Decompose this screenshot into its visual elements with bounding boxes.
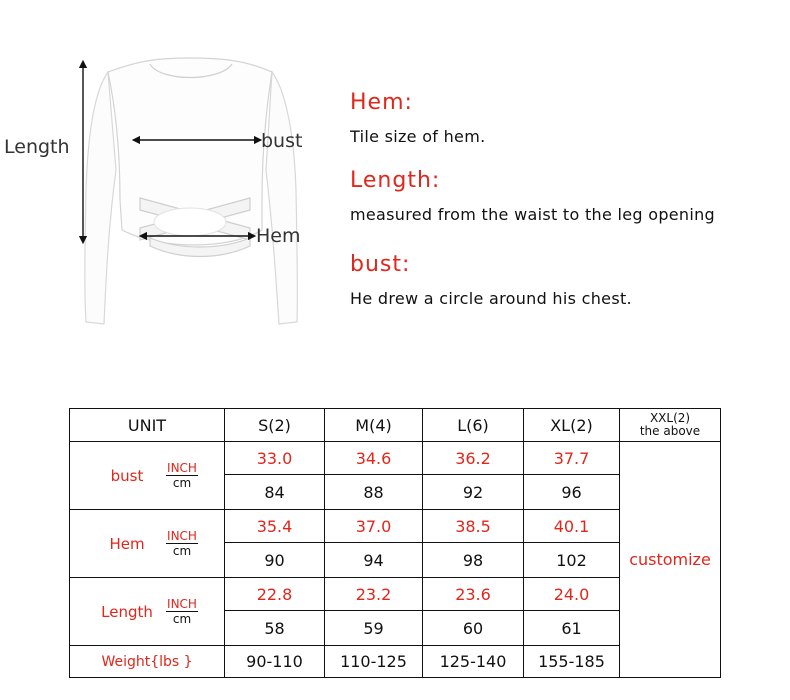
size-chart-table: [69, 408, 721, 678]
measure-label: Hem: [109, 534, 145, 553]
measure-label-cell: [70, 578, 225, 646]
measure-label-cell: [70, 510, 225, 578]
inch-value: 22.8: [225, 578, 325, 611]
weight-value: 110-125: [325, 646, 423, 678]
size-header: L(6): [423, 409, 524, 442]
inch-value: 24.0: [524, 578, 620, 611]
inch-value: 33.0: [225, 442, 325, 475]
inch-value: 23.6: [423, 578, 524, 611]
def-length-text: measured from the waist to the leg opening: [350, 205, 716, 224]
inch-value: 34.6: [325, 442, 423, 475]
size-header: S(2): [225, 409, 325, 442]
right-sleeve: [266, 72, 297, 324]
unit-cm: cm: [172, 475, 192, 490]
unit-header: UNIT: [70, 409, 225, 442]
size-header: M(4): [325, 409, 423, 442]
unit-fraction: [166, 462, 198, 490]
cm-value: 88: [325, 475, 423, 510]
cm-value: 90: [225, 543, 325, 578]
extra-size-header: [620, 409, 721, 442]
cm-value: 84: [225, 475, 325, 510]
inch-value: 36.2: [423, 442, 524, 475]
cm-value: 58: [225, 611, 325, 646]
unit-inch: INCH: [167, 596, 197, 611]
unit-inch: INCH: [167, 528, 197, 543]
inch-value: 35.4: [225, 510, 325, 543]
inch-value: 23.2: [325, 578, 423, 611]
hem-label: Hem: [256, 225, 301, 247]
weight-value: 90-110: [225, 646, 325, 678]
cm-value: 96: [524, 475, 620, 510]
crop-top-illustration: [0, 50, 320, 350]
def-bust-term: bust:: [350, 252, 411, 277]
def-length-term: Length:: [350, 168, 441, 193]
bust-label: bust: [261, 130, 303, 152]
def-bust-text: He drew a circle around his chest.: [350, 289, 632, 308]
inch-value: 40.1: [524, 510, 620, 543]
inch-value: 38.5: [423, 510, 524, 543]
weight-label: Weight{lbs }: [70, 646, 225, 678]
measure-label: Length: [101, 602, 153, 621]
unit-fraction: [166, 598, 198, 626]
cm-value: 94: [325, 543, 423, 578]
unit-fraction: [166, 530, 198, 558]
weight-value: 155-185: [524, 646, 620, 678]
cm-value: 61: [524, 611, 620, 646]
cm-value: 60: [423, 611, 524, 646]
cutout: [154, 208, 226, 236]
cm-value: 59: [325, 611, 423, 646]
customize-cell: customize: [620, 442, 721, 678]
unit-inch: INCH: [167, 460, 197, 475]
header-row: [70, 409, 721, 442]
measure-label-cell: [70, 442, 225, 510]
table-row: [70, 442, 721, 475]
unit-cm: cm: [172, 543, 192, 558]
weight-value: 125-140: [423, 646, 524, 678]
cm-value: 92: [423, 475, 524, 510]
size-header: XL(2): [524, 409, 620, 442]
inch-value: 37.0: [325, 510, 423, 543]
cm-value: 98: [423, 543, 524, 578]
left-sleeve: [85, 72, 116, 324]
cm-value: 102: [524, 543, 620, 578]
def-hem-text: Tile size of hem.: [350, 127, 486, 146]
def-hem-term: Hem:: [350, 90, 413, 115]
unit-cm: cm: [172, 611, 192, 626]
extra-size-line2: the above: [639, 424, 701, 438]
measure-label: bust: [110, 466, 144, 485]
inch-value: 37.7: [524, 442, 620, 475]
length-label: Length: [4, 136, 70, 158]
extra-size-line1: XXL(2): [649, 411, 691, 425]
